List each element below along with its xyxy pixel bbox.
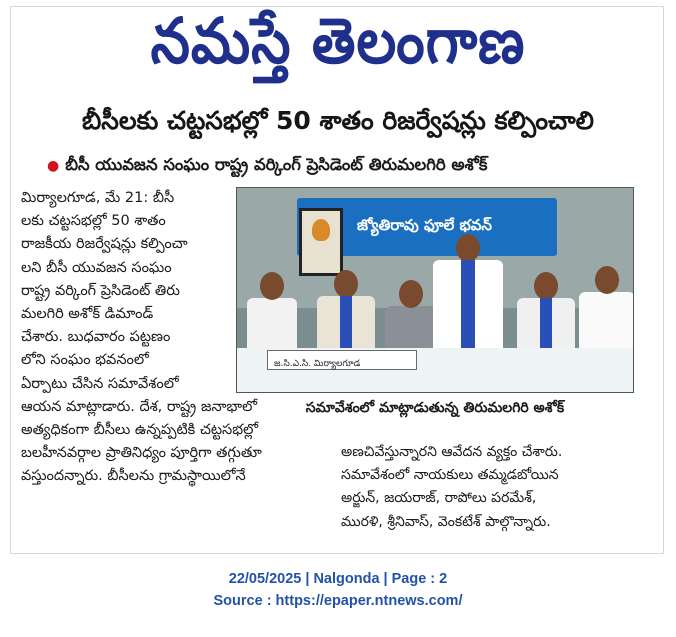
body-line: ఆయన మాట్లాడారు. దేశ, రాష్ట్ర జనాభాలో (21, 398, 257, 415)
footer-source-link[interactable]: Source : https://epaper.ntnews.com/ (213, 593, 463, 609)
clipping-footer (0, 568, 676, 612)
article-photo (236, 187, 634, 393)
article-body-left (21, 187, 262, 547)
body-line: మలగిరి అశోక్ డిమాండ్ (21, 306, 154, 323)
photo-banner: జ్యోతిరావు ఫూలే భవన్ (297, 198, 557, 256)
masthead (11, 4, 665, 91)
footer-date-edition: 22/05/2025 | Nalgonda | Page : 2 (228, 571, 448, 587)
body-line: అర్జున్, జయరాజ్, రాపోలు పరమేశ్, (341, 490, 537, 507)
subheadline-text: బీసీ యువజన సంఘం రాష్ట్ర వర్కింగ్ ప్రెసిడెంట్ తిరుమలగిరి అశోక్ (65, 154, 488, 174)
photo-portrait (299, 208, 343, 276)
placard-text: జ.సి.ఎ.సి. మిర్యాలగూడ (274, 359, 361, 369)
body-line: లకు చట్టసభల్లో 50 శాతం (21, 213, 166, 230)
news-clipping (10, 6, 664, 554)
body-line: బలహీనవర్గాల ప్రాతినిధ్యం పూర్తిగా తగ్గుతూ (21, 445, 262, 462)
body-line: సమావేశంలో నాయకులు తమ్మడబోయిన (341, 467, 559, 484)
body-line: మురళి, శ్రీనివాస్, వెంకటేశ్ పాల్గొన్నారు. (341, 513, 551, 530)
masthead-title: నమస్తే తెలంగాణ (150, 4, 526, 78)
article-subheadline (47, 153, 647, 179)
body-line: మిర్యాలగూడ, మే 21: బీసీ (21, 190, 175, 206)
photo-caption: సమావేశంలో మాట్లాడుతున్న తిరుమలగిరి అశోక్ (305, 399, 565, 416)
photo-placard (267, 350, 417, 370)
body-line: అత్యధికంగా బీసీలు ఉన్నప్పటికి చట్టసభల్లో (21, 422, 259, 439)
article-body-right (341, 441, 641, 551)
body-line: వస్తుందన్నారు. బీసీలను గ్రామస్థాయిలోనే (21, 468, 246, 485)
article-headline: బీసీలకు చట్టసభల్లో 50 శాతం రిజర్వేషన్లు కల్పించాలి (82, 106, 594, 135)
bullet-icon: ● (47, 158, 60, 174)
body-line: లని బీసీ యువజన సంఘం (21, 259, 172, 276)
body-line: రాజకీయ రిజర్వేషన్లు కల్పించా (21, 236, 188, 253)
body-line: ఏర్పాటు చేసిన సమావేశంలో (21, 375, 179, 392)
body-line: అణచివేస్తున్నారని ఆవేదన వ్యక్తం చేశారు. (341, 444, 563, 460)
body-line: లోని సంఘం భవనంలో (21, 352, 149, 369)
body-line: రాష్ట్ర వర్కింగ్ ప్రెసిడెంట్ తిరు (21, 282, 180, 299)
body-line: చేశారు. బుధవారం పట్టణం (21, 329, 171, 346)
